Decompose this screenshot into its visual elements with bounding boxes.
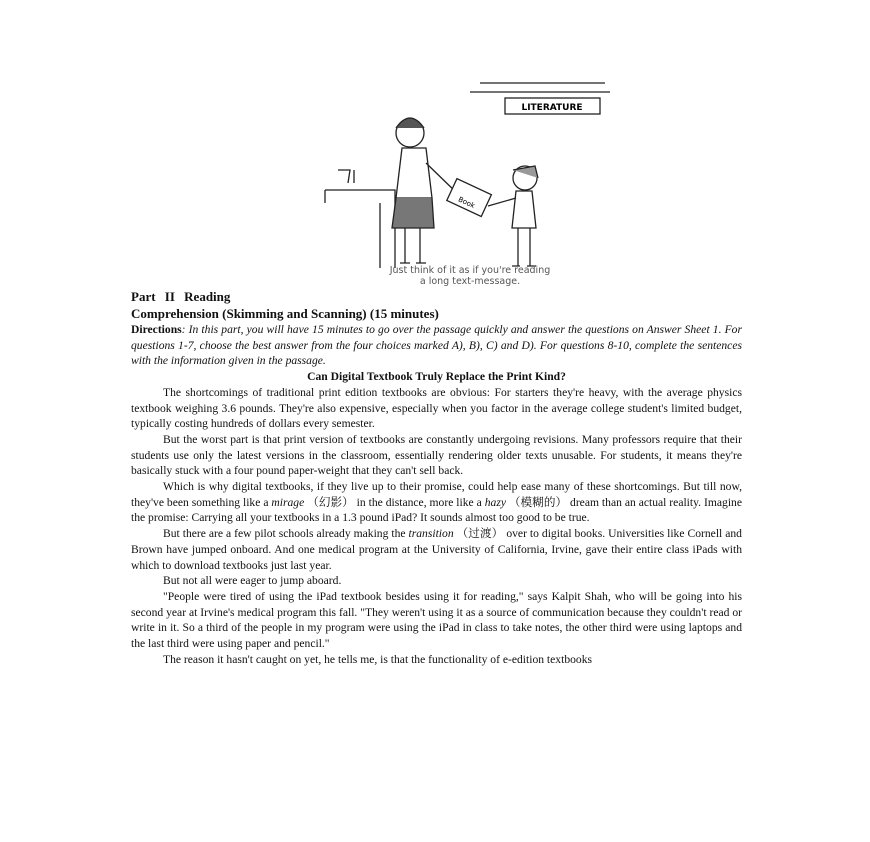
directions-text: : In this part, you will have 15 minutes to go over the passage quickly and answer the questions on Answer Sheet 1. For questions 1-7, choose the best answer from the four choices marked A), B), C) and D). For questions 8-10, complete the sentences with the information given in the passage. — [131, 323, 742, 368]
part-heading: Part II Reading — [131, 289, 231, 304]
directions — [131, 322, 742, 369]
cartoon-illustration — [320, 78, 620, 290]
child-body — [512, 191, 536, 228]
reading-section — [131, 289, 742, 667]
paragraph-1: The shortcomings of traditional print edition textbooks are obvious: For starters they're heavy, with the average physics textbook weighing 3.6 pounds. They're also expensive, especially when you factor in the average college student's limited budget, typically costing hundreds of dollars every semester. — [131, 385, 742, 431]
term-mirage: mirage — [271, 495, 305, 509]
paragraph-7: The reason it hasn't caught on yet, he tells me, is that the functionality of e-edition textbooks — [163, 652, 593, 666]
p4-text-a: But there are a few pilot schools already making the — [163, 527, 409, 541]
term-transition: transition — [408, 527, 454, 541]
paragraph-5: But not all were eager to jump aboard. — [163, 574, 342, 588]
term-hazy: hazy — [484, 495, 506, 509]
paragraph-4 — [131, 526, 742, 573]
p3-text-a: Which is why digital textbooks, if they live up to their promise, could help ease many of these shortcomings. But till now, they've been something like a — [131, 480, 742, 509]
p4-text-b: （过渡） over to digital books. Universities like Cornell and Brown have jumped onboard. And one medical program at the University of California, Irvine, gave their entire class iPads with which to download textbooks just last year. — [131, 527, 742, 572]
caption-line-1: Just think of it as if you're reading — [389, 265, 551, 276]
desk — [325, 190, 395, 268]
caption-line-2: a long text-message. — [419, 276, 521, 287]
paragraph-6: "People were tired of using the iPad textbook besides using it for reading," says Kalpit Shah, who will be going into his second year at Irvine's medical program this fall. "They weren't using it as a source of communication because they couldn't read or write in it. So a third of the people in my program were using the iPad in class to take notes, the other third were using laptops and the last third were using paper and pencil." — [131, 589, 742, 651]
sign-text: LITERATURE — [521, 103, 583, 113]
paragraph-3 — [131, 479, 742, 526]
p3-text-c: （模糊的） dream than an actual reality. Imagine the promise: Carrying all your textbooks in a 1.3 pound iPad? It sounds almost too good to be true. — [131, 495, 742, 525]
book-label: Book — [456, 195, 477, 211]
directions-label: Directions — [131, 323, 182, 336]
article-title: Can Digital Textbook Truly Replace the Print Kind? — [307, 370, 566, 384]
paragraph-2: But the worst part is that print version of textbooks are constantly undergoing revisions. Many professors require that their students use only the latest versions in the classroom, essentially rendering older texts unusable. For students, it means they're basically stuck with a four pound paper-weight that they can't sell back. — [131, 432, 742, 478]
p3-text-b: （幻影） in the distance, more like a — [304, 495, 485, 509]
woman-body — [396, 148, 432, 198]
section-subtitle: Comprehension (Skimming and Scanning) (15 minutes) — [131, 306, 439, 321]
book — [447, 179, 492, 217]
